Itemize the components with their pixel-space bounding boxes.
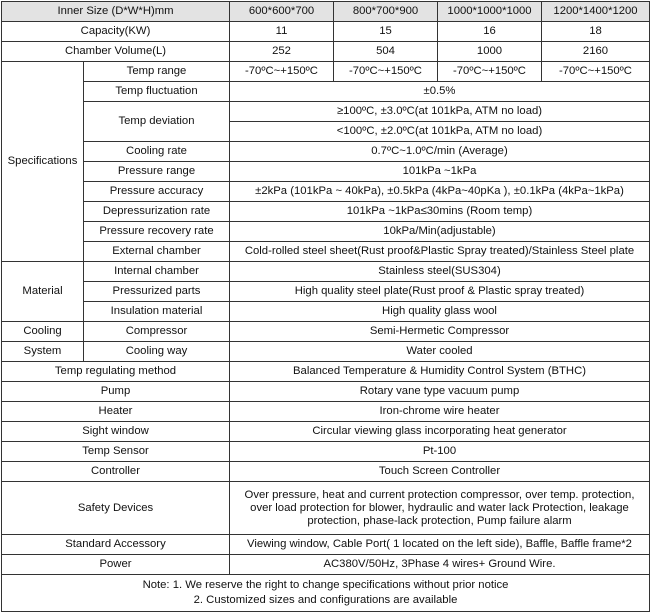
pump-row — [2, 382, 650, 402]
cooling-rate-row — [2, 142, 650, 162]
heater-row — [2, 402, 650, 422]
temp-deviation-label: Temp deviation — [84, 102, 230, 142]
temp-deviation-row-1 — [2, 102, 650, 122]
pressurized-parts-label: Pressurized parts — [84, 282, 230, 302]
cooling-way-label: Cooling way — [84, 342, 230, 362]
temp-regulating-row — [2, 362, 650, 382]
pressure-range-value: 101kPa ~1kPa — [230, 162, 650, 182]
pump-label: Pump — [2, 382, 230, 402]
standard-accessory-value: Viewing window, Cable Port( 1 located on the left side), Baffle, Baffle frame*2 — [230, 535, 650, 555]
volume-label: Chamber Volume(L) — [2, 42, 230, 62]
internal-chamber-row — [2, 262, 650, 282]
temp-range-label: Temp range — [84, 62, 230, 82]
heater-label: Heater — [2, 402, 230, 422]
size-2: 800*700*900 — [334, 2, 438, 22]
sight-window-value: Circular viewing glass incorporating heat generator — [230, 422, 650, 442]
capacity-label: Capacity(KW) — [2, 22, 230, 42]
internal-chamber-value: Stainless steel(SUS304) — [230, 262, 650, 282]
capacity-1: 11 — [230, 22, 334, 42]
pressurized-parts-row — [2, 282, 650, 302]
material-group-label: Material — [2, 262, 84, 322]
safety-line-1: Over pressure, heat and current protection compressor, over temp. protection, — [244, 488, 635, 501]
compressor-label: Compressor — [84, 322, 230, 342]
cooling-way-row — [2, 342, 650, 362]
spec-table — [1, 1, 650, 612]
controller-value: Touch Screen Controller — [230, 462, 650, 482]
volume-row — [2, 42, 650, 62]
size-4: 1200*1400*1200 — [542, 2, 650, 22]
pressure-range-row — [2, 162, 650, 182]
depressurization-rate-row — [2, 202, 650, 222]
insulation-label: Insulation material — [84, 302, 230, 322]
temp-range-row — [2, 62, 650, 82]
cooling-rate-label: Cooling rate — [84, 142, 230, 162]
depressurization-rate-label: Depressurization rate — [84, 202, 230, 222]
pressure-accuracy-value: ±2kPa (101kPa ~ 40kPa), ±0.5kPa (4kPa~40pKa ), ±0.1kPa (4kPa~1kPa) — [230, 182, 650, 202]
external-chamber-row — [2, 242, 650, 262]
header-row — [2, 2, 650, 22]
cooling-group-label: Cooling — [2, 322, 84, 342]
system-group-label: System — [2, 342, 84, 362]
internal-chamber-label: Internal chamber — [84, 262, 230, 282]
external-chamber-value: Cold-rolled steel sheet(Rust proof&Plastic Spray treated)/Stainless Steel plate — [230, 242, 650, 262]
pressure-range-label: Pressure range — [84, 162, 230, 182]
pressurized-parts-value: High quality steel plate(Rust proof & Plastic spray treated) — [230, 282, 650, 302]
safety-devices-label: Safety Devices — [2, 482, 230, 535]
temp-range-4: -70ºC~+150ºC — [542, 62, 650, 82]
power-value: AC380V/50Hz, 3Phase 4 wires+ Ground Wire. — [230, 555, 650, 575]
compressor-value: Semi-Hermetic Compressor — [230, 322, 650, 342]
capacity-4: 18 — [542, 22, 650, 42]
cooling-rate-value: 0.7ºC~1.0ºC/min (Average) — [230, 142, 650, 162]
controller-label: Controller — [2, 462, 230, 482]
specifications-group-label: Specifications — [2, 62, 84, 262]
temp-range-1: -70ºC~+150ºC — [230, 62, 334, 82]
power-row — [2, 555, 650, 575]
temp-fluctuation-row — [2, 82, 650, 102]
size-1: 600*600*700 — [230, 2, 334, 22]
pressure-recovery-rate-row — [2, 222, 650, 242]
external-chamber-label: External chamber — [84, 242, 230, 262]
note-line-2: 2. Customized sizes and configurations are available — [193, 594, 458, 606]
temp-regulating-label: Temp regulating method — [2, 362, 230, 382]
capacity-row — [2, 22, 650, 42]
pressure-recovery-rate-value: 10kPa/Min(adjustable) — [230, 222, 650, 242]
temp-sensor-label: Temp Sensor — [2, 442, 230, 462]
temp-regulating-value: Balanced Temperature & Humidity Control System (BTHC) — [230, 362, 650, 382]
safety-devices-row — [2, 482, 650, 535]
volume-2: 504 — [334, 42, 438, 62]
pressure-recovery-rate-label: Pressure recovery rate — [84, 222, 230, 242]
note-cell — [2, 575, 650, 612]
pressure-accuracy-label: Pressure accuracy — [84, 182, 230, 202]
insulation-value: High quality glass wool — [230, 302, 650, 322]
power-label: Power — [2, 555, 230, 575]
heater-value: Iron-chrome wire heater — [230, 402, 650, 422]
pump-value: Rotary vane type vacuum pump — [230, 382, 650, 402]
inner-size-label: Inner Size (D*W*H)mm — [2, 2, 230, 22]
safety-line-2: over load protection for blower, hydraulic and water lack Protection, leakage — [250, 501, 629, 514]
temp-range-3: -70ºC~+150ºC — [438, 62, 542, 82]
volume-3: 1000 — [438, 42, 542, 62]
controller-row — [2, 462, 650, 482]
safety-devices-value — [230, 482, 650, 535]
insulation-row — [2, 302, 650, 322]
temp-sensor-row — [2, 442, 650, 462]
temp-fluctuation-value: ±0.5% — [230, 82, 650, 102]
capacity-3: 16 — [438, 22, 542, 42]
cooling-way-value: Water cooled — [230, 342, 650, 362]
note-line-1: Note: 1. We reserve the right to change specifications without prior notice — [142, 579, 509, 591]
temp-range-2: -70ºC~+150ºC — [334, 62, 438, 82]
pressure-accuracy-row — [2, 182, 650, 202]
sight-window-row — [2, 422, 650, 442]
temp-sensor-value: Pt-100 — [230, 442, 650, 462]
standard-accessory-label: Standard Accessory — [2, 535, 230, 555]
temp-deviation-value-1: ≥100ºC, ±3.0ºC(at 101kPa, ATM no load) — [230, 102, 650, 122]
size-3: 1000*1000*1000 — [438, 2, 542, 22]
sight-window-label: Sight window — [2, 422, 230, 442]
note-row — [2, 575, 650, 612]
standard-accessory-row — [2, 535, 650, 555]
safety-line-3: protection, phase-lack protection, Pump failure alarm — [307, 514, 572, 527]
capacity-2: 15 — [334, 22, 438, 42]
temp-deviation-value-2: <100ºC, ±2.0ºC(at 101kPa, ATM no load) — [230, 122, 650, 142]
volume-4: 2160 — [542, 42, 650, 62]
temp-fluctuation-label: Temp fluctuation — [84, 82, 230, 102]
volume-1: 252 — [230, 42, 334, 62]
compressor-row — [2, 322, 650, 342]
depressurization-rate-value: 101kPa ~1kPa≤30mins (Room temp) — [230, 202, 650, 222]
